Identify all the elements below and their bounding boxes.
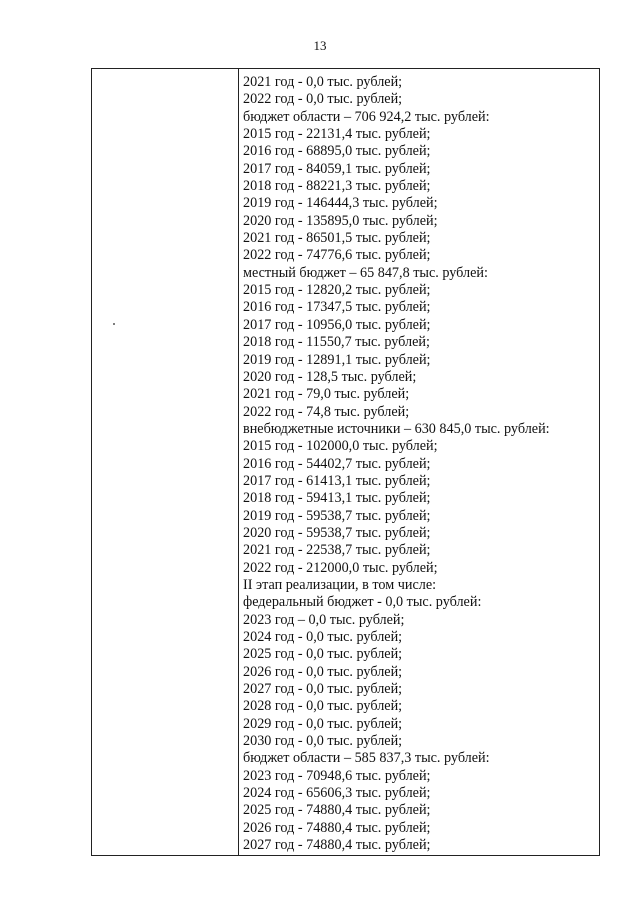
funding-line: 2020 год - 128,5 тыс. рублей; bbox=[243, 368, 417, 385]
funding-line: 2025 год - 74880,4 тыс. рублей; bbox=[243, 802, 431, 819]
funding-line: 2027 год - 74880,4 тыс. рублей; bbox=[243, 837, 431, 854]
funding-line: 2030 год - 0,0 тыс. рублей; bbox=[243, 733, 403, 750]
funding-line: 2019 год - 12891,1 тыс. рублей; bbox=[243, 351, 431, 368]
funding-line: 2027 год - 0,0 тыс. рублей; bbox=[243, 681, 403, 698]
funding-line: 2022 год - 74,8 тыс. рублей; bbox=[243, 403, 410, 420]
funding-line: 2015 год - 22131,4 тыс. рублей; bbox=[243, 126, 431, 143]
funding-line: 2019 год - 59538,7 тыс. рублей; bbox=[243, 507, 431, 524]
funding-line: 2023 год – 0,0 тыс. рублей; bbox=[243, 611, 405, 628]
funding-line: 2016 год - 54402,7 тыс. рублей; bbox=[243, 455, 431, 472]
funding-line: 2024 год - 65606,3 тыс. рублей; bbox=[243, 785, 431, 802]
funding-line: II этап реализации, в том числе: bbox=[243, 576, 437, 593]
funding-line: 2024 год - 0,0 тыс. рублей; bbox=[243, 629, 403, 645]
funding-line: 2022 год - 0,0 тыс. рублей; bbox=[243, 91, 403, 108]
funding-line: 2023 год - 70948,6 тыс. рублей; bbox=[243, 767, 431, 784]
column-divider bbox=[238, 69, 239, 855]
funding-line: 2015 год - 102000,0 тыс. рублей; bbox=[243, 438, 438, 455]
funding-line: 2016 год - 17347,5 тыс. рублей; bbox=[243, 299, 431, 316]
funding-line: 2022 год - 212000,0 тыс. рублей; bbox=[243, 559, 438, 576]
funding-line: 2022 год - 74776,6 тыс. рублей; bbox=[243, 247, 431, 264]
funding-line: 2025 год - 0,0 тыс. рублей; bbox=[243, 646, 403, 663]
funding-line: 2018 год - 59413,1 тыс. рублей; bbox=[243, 490, 431, 507]
funding-line: бюджет области – 706 924,2 тыс. рублей: bbox=[243, 108, 490, 125]
funding-line: 2026 год - 74880,4 тыс. рублей; bbox=[243, 819, 431, 836]
scan-speck bbox=[113, 323, 115, 325]
funding-line: местный бюджет – 65 847,8 тыс. рублей: bbox=[243, 264, 488, 281]
funding-line: 2016 год - 68895,0 тыс. рублей; bbox=[243, 143, 431, 160]
funding-line: 2019 год - 146444,3 тыс. рублей; bbox=[243, 195, 438, 212]
funding-line: 2021 год - 79,0 тыс. рублей; bbox=[243, 386, 410, 403]
funding-line: 2029 год - 0,0 тыс. рублей; bbox=[243, 715, 403, 732]
funding-line: 2021 год - 86501,5 тыс. рублей; bbox=[243, 230, 431, 247]
funding-line: 2021 год - 22538,7 тыс. рублей; bbox=[243, 542, 431, 559]
funding-line: 2018 год - 88221,3 тыс. рублей; bbox=[243, 178, 431, 195]
funding-line: 2017 год - 61413,1 тыс. рублей; bbox=[243, 472, 431, 489]
funding-line: 2020 год - 59538,7 тыс. рублей; bbox=[243, 524, 431, 541]
funding-line: 2028 год - 0,0 тыс. рублей; bbox=[243, 698, 403, 715]
funding-lines bbox=[243, 74, 595, 854]
funding-line: федеральный бюджет - 0,0 тыс. рублей: bbox=[243, 594, 482, 611]
page-number: 13 bbox=[313, 38, 327, 53]
funding-line: 2017 год - 10956,0 тыс. рублей; bbox=[243, 316, 431, 333]
funding-table bbox=[91, 68, 600, 856]
funding-line: 2020 год - 135895,0 тыс. рублей; bbox=[243, 212, 438, 229]
funding-line: 2015 год - 12820,2 тыс. рублей; bbox=[243, 282, 431, 299]
funding-line: 2017 год - 84059,1 тыс. рублей; bbox=[243, 160, 431, 177]
funding-line: 2018 год - 11550,7 тыс. рублей; bbox=[243, 334, 430, 351]
funding-line: внебюджетные источники – 630 845,0 тыс. рублей: bbox=[243, 420, 550, 437]
funding-line: бюджет области – 585 837,3 тыс. рублей: bbox=[243, 750, 490, 767]
funding-line: 2026 год - 0,0 тыс. рублей; bbox=[243, 663, 403, 680]
funding-line: 2021 год - 0,0 тыс. рублей; bbox=[243, 74, 403, 90]
